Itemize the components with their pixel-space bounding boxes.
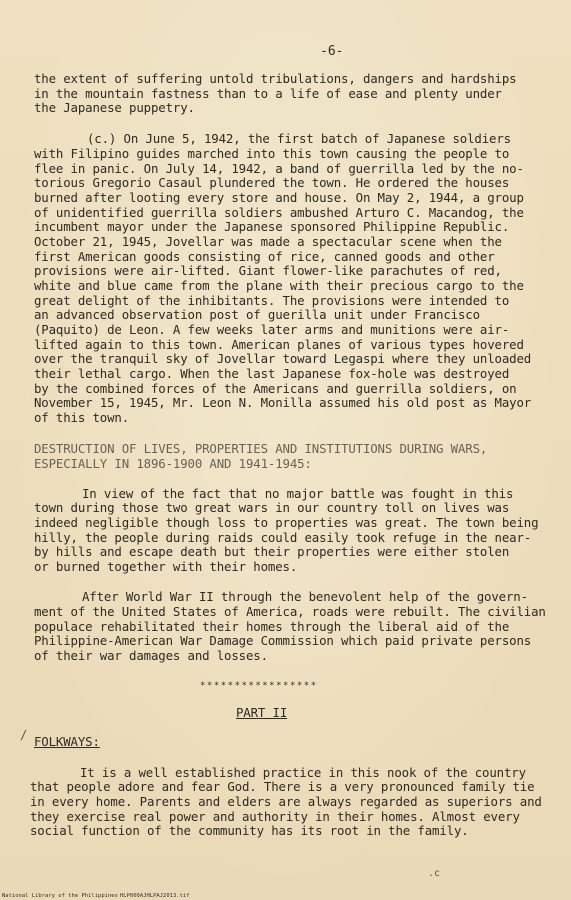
page-number: -6- <box>320 44 344 59</box>
text-line: with Filipino guides marched into this town causing the people to <box>34 146 510 161</box>
text-line: that people adore and fear God. There is a very pronounced family tie <box>30 779 535 794</box>
text-line: by hills and escape death but their properties were either stolen <box>34 544 510 559</box>
text-line: incumbent mayor under the Japanese sponsored Philippine Republic. <box>34 219 510 234</box>
text-line: In view of the fact that no major battle was fought in this <box>82 486 514 501</box>
text-line: ESPECIALLY IN 1896-1900 AND 1941-1945: <box>34 456 312 471</box>
text-line: provisions were air-lifted. Giant flower-like parachutes of red, <box>34 263 502 278</box>
margin-mark-bottom: .c <box>428 868 441 879</box>
section-separator: ***************** <box>200 681 318 691</box>
text-line: white and blue came from the plane with their precious cargo to the <box>34 278 524 293</box>
text-line: first American goods consisting of rice, canned goods and other <box>34 249 495 264</box>
text-line: indeed negligible though loss to properties was great. The town being <box>34 515 539 530</box>
footer-filename: HLP000AJHLPAJ2013.tif <box>120 893 190 899</box>
text-line: populace rehabilitated their homes through the liberal aid of the <box>34 619 510 634</box>
text-line: (c.) On June 5, 1942, the first batch of Japanese soldiers <box>87 131 511 146</box>
text-line: ment of the United States of America, roads were rebuilt. The civilian <box>34 604 546 619</box>
text-line: in the mountain fastness than to a life of ease and plenty under <box>34 86 502 101</box>
text-line: town during those two great wars in our country toll on lives was <box>34 500 510 515</box>
text-line: an advanced observation post of guerilla unit under Francisco <box>34 307 480 322</box>
text-line: social function of the community has its root in the family. <box>30 823 469 838</box>
text-line: flee in panic. On July 14, 1942, a band of guerrilla led by the no- <box>34 161 524 176</box>
text-line: (Paquito) de Leon. A few weeks later arms and munitions were air- <box>34 322 510 337</box>
text-line: DESTRUCTION OF LIVES, PROPERTIES AND INSTITUTIONS DURING WARS, <box>34 441 488 456</box>
footer-library: National Library of the Philippines <box>2 893 118 899</box>
text-line: of their war damages and losses. <box>34 648 268 663</box>
text-line: over the tranquil sky of Jovellar toward Legaspi where they unloaded <box>34 351 532 366</box>
text-line: or burned together with their homes. <box>34 559 298 574</box>
text-line: After World War II through the benevolent help of the govern- <box>82 589 528 604</box>
margin-mark-left: / <box>20 728 28 742</box>
text-line: burned after looting every store and house. On May 2, 1944, a group <box>34 190 524 205</box>
text-line: of this town. <box>34 410 130 425</box>
text-line: their lethal cargo. When the last Japanese fox-hole was destroyed <box>34 366 510 381</box>
text-line: lifted again to this town. American planes of various types hovered <box>34 337 524 352</box>
text-line: October 21, 1945, Jovellar was made a spectacular scene when the <box>34 234 502 249</box>
text-line: the Japanese puppetry. <box>34 100 195 115</box>
text-line: November 15, 1945, Mr. Leon N. Monilla assumed his old post as Mayor <box>34 395 532 410</box>
text-line: by the combined forces of the Americans and guerrilla soldiers, on <box>34 381 517 396</box>
text-line: the extent of suffering untold tribulations, dangers and hardships <box>34 71 517 86</box>
text-line: torious Gregorio Casaul plundered the town. He ordered the houses <box>34 175 510 190</box>
text-line: in every home. Parents and elders are always regarded as superiors and <box>30 794 542 809</box>
text-line: of unidentified guerrilla soldiers ambushed Arturo C. Macandog, the <box>34 205 524 220</box>
text-line: they exercise real power and authority in their homes. Almost every <box>30 809 520 824</box>
text-line: PART II <box>236 705 288 720</box>
text-line: It is a well established practice in this nook of the country <box>80 765 526 780</box>
text-line: hilly, the people during raids could easily took refuge in the near- <box>34 530 532 545</box>
text-line: great delight of the inhibitants. The provisions were intended to <box>34 293 510 308</box>
text-line: Philippine-American War Damage Commission which paid private persons <box>34 633 532 648</box>
text-line: FOLKWAYS: <box>34 734 100 749</box>
